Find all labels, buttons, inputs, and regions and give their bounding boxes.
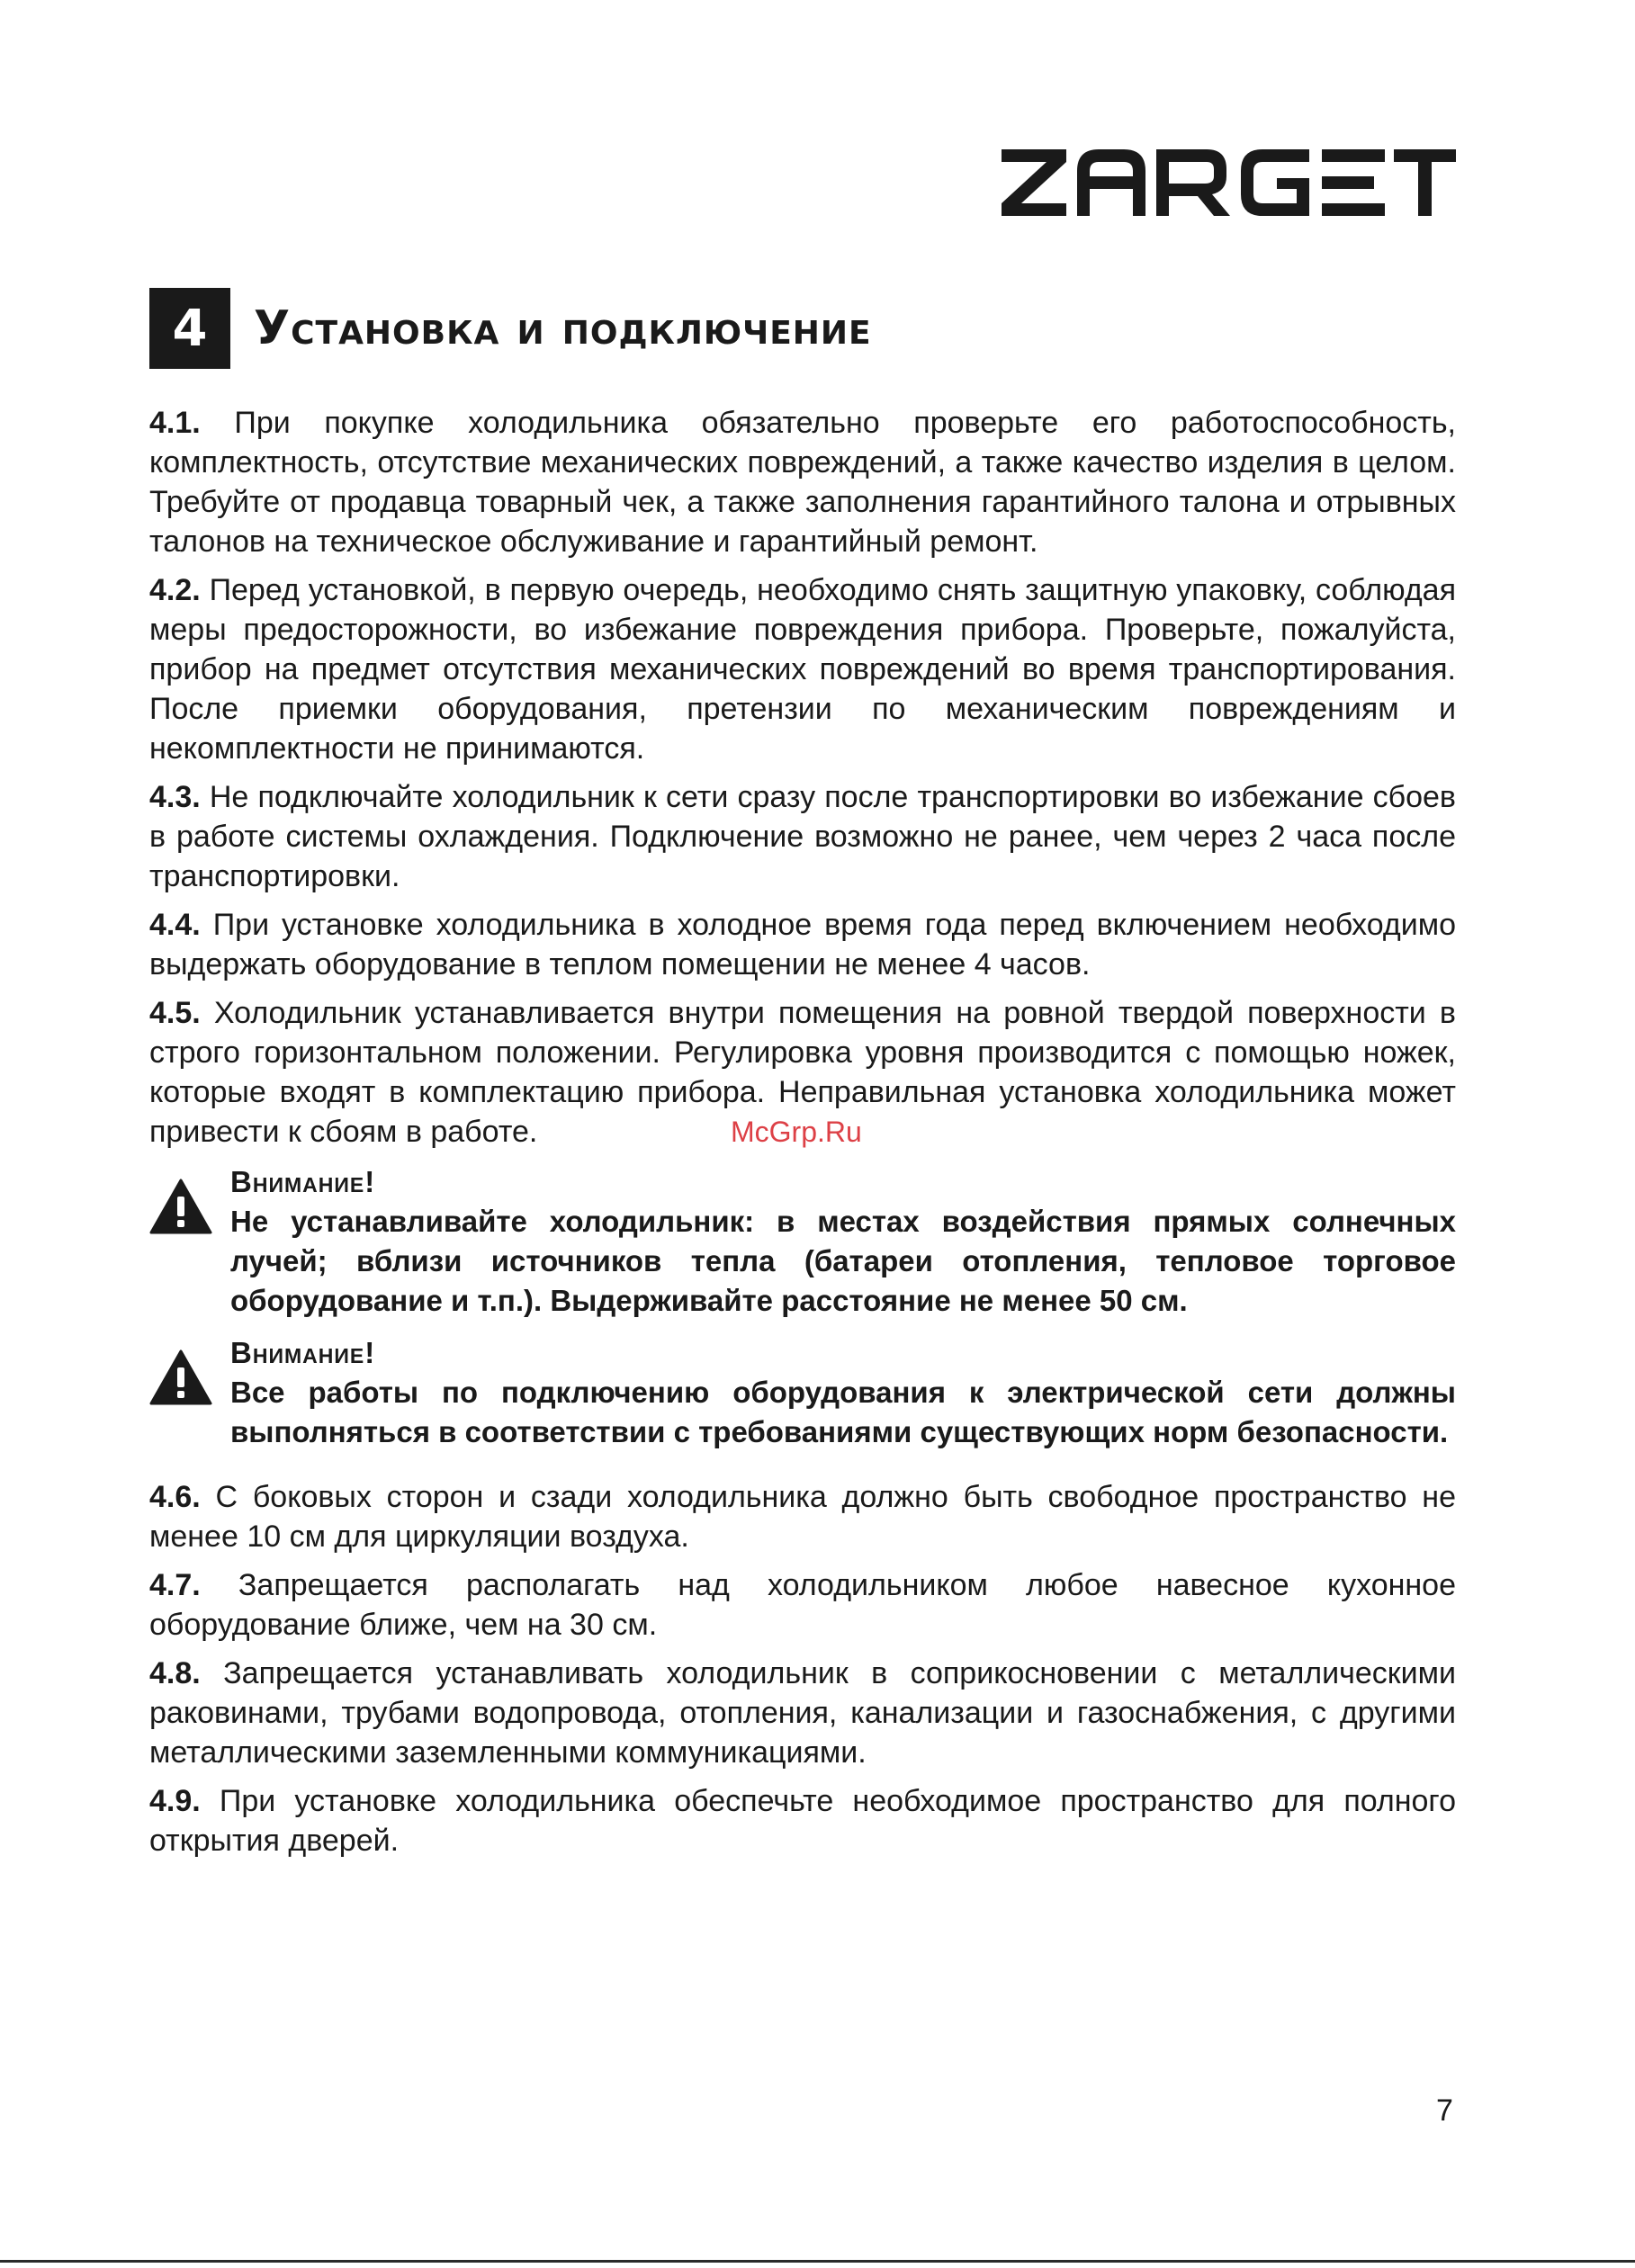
paragraph-text: С боковых сторон и сзади холодильника должно быть свободное пространство не менее 10 см для циркуляции воздуха. bbox=[149, 1480, 1456, 1554]
section-number: 4 bbox=[149, 288, 230, 369]
paragraph-number: 4.1. bbox=[149, 406, 201, 440]
paragraph-text: Перед установкой, в первую очередь, необходимо снять защитную упаковку, соблюдая меры предосторожности, во избежание повреждения прибора. Проверьте, пожалуйста, прибор на предмет отсутствия механических повреждений во время транспортирования. После приемки оборудования, претензии по механическим повреждениям и некомплектности не принимаются. bbox=[149, 573, 1456, 766]
warning-text: Все работы по подключению оборудования к электрической сети должны выполняться в соответствии с требованиями существующих норм безопасности. bbox=[230, 1376, 1456, 1448]
warning-block bbox=[149, 1333, 1456, 1452]
paragraph bbox=[149, 1565, 1456, 1645]
paragraph bbox=[149, 777, 1456, 896]
paragraph-text: При покупке холодильника обязательно проверьте его работоспособность, комплектность, отсутствие механических повреждений, а также качество изделия в целом. Требуйте от продавца товарный чек, а также заполнения гарантийного талона и отрывных талонов на техническое обслуживание и гарантийный ремонт. bbox=[149, 406, 1456, 559]
paragraph-text: При установке холодильника обеспечьте необходимое пространство для полного открытия дверей. bbox=[149, 1784, 1456, 1858]
paragraph bbox=[149, 905, 1456, 984]
paragraph-text: При установке холодильника в холодное время года перед включением необходимо выдержать оборудование в теплом помещении не менее 4 часов. bbox=[149, 908, 1456, 982]
paragraph-number: 4.7. bbox=[149, 1568, 201, 1602]
warning-icon bbox=[149, 1349, 212, 1405]
bottom-divider bbox=[0, 2260, 1635, 2263]
paragraph bbox=[149, 570, 1456, 768]
paragraph bbox=[149, 403, 1456, 561]
warning-text: Не устанавливайте холодильник: в местах воздействия прямых солнечных лучей; вблизи источников тепла (батареи отопления, тепловое торговое оборудование и т.п.). Выдерживайте расстояние не менее 50 см. bbox=[230, 1205, 1456, 1317]
warning-body bbox=[230, 1333, 1456, 1452]
paragraph-text: Запрещается устанавливать холодильник в соприкосновении с металлическими раковинами, трубами водопровода, отопления, канализации и газоснабжения, с другими металлическими заземленными коммуникациями. bbox=[149, 1656, 1456, 1770]
paragraph-number: 4.5. bbox=[149, 996, 201, 1030]
paragraph-text: Запрещается располагать над холодильником любое навесное кухонное оборудование ближе, чем на 30 см. bbox=[149, 1568, 1456, 1642]
watermark: McGrp.Ru bbox=[731, 1116, 862, 1148]
page-number: 7 bbox=[1436, 2093, 1453, 2128]
paragraph-text: Не подключайте холодильник к сети сразу после транспортировки во избежание сбоев в работе системы охлаждения. Подключение возможно не ранее, чем через 2 часа после транспортировки. bbox=[149, 780, 1456, 893]
paragraph-text: Холодильник устанавливается внутри помещения на ровной твердой поверхности в строго горизонтальном положении. Регулировка уровня производится с помощью ножек, которые входят в комплектацию прибора. Неправильная установка холодильника может привести к сбоям в работе. bbox=[149, 996, 1456, 1149]
paragraph-number: 4.6. bbox=[149, 1480, 201, 1514]
warning-title: Внимание! bbox=[230, 1336, 376, 1369]
warning-body bbox=[230, 1162, 1456, 1321]
paragraph-number: 4.8. bbox=[149, 1656, 201, 1690]
paragraph bbox=[149, 1781, 1456, 1860]
section-heading bbox=[149, 288, 872, 369]
section-title: Установка и подключение bbox=[254, 301, 872, 355]
paragraph-number: 4.2. bbox=[149, 573, 201, 607]
paragraph-number: 4.3. bbox=[149, 780, 201, 814]
paragraph-number: 4.4. bbox=[149, 908, 201, 942]
warning-title: Внимание! bbox=[230, 1165, 376, 1198]
paragraph-number: 4.9. bbox=[149, 1784, 201, 1818]
paragraph bbox=[149, 1654, 1456, 1772]
warning-block bbox=[149, 1162, 1456, 1321]
brand-logo bbox=[1002, 149, 1456, 216]
paragraph bbox=[149, 1477, 1456, 1556]
warning-icon bbox=[149, 1179, 212, 1234]
